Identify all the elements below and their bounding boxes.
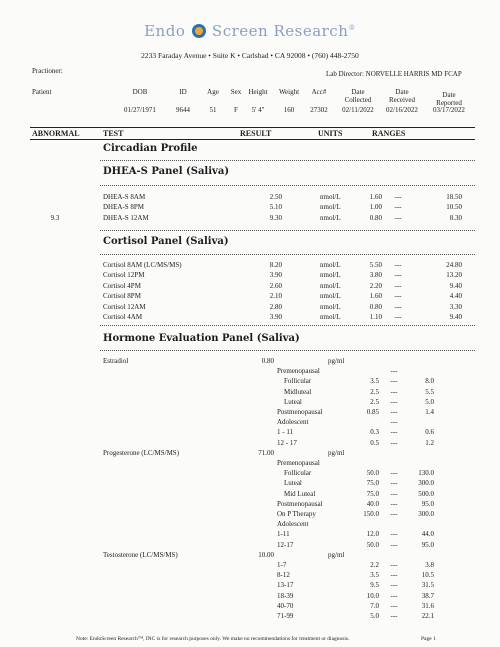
units: nmol/L [320,281,341,290]
table-row [0,510,500,519]
range-low: 1.60 [369,292,382,301]
reference-label: 8-12 [277,571,290,580]
dhea-panel-title: DHEA-S Panel (Saliva) [103,166,230,177]
range-dash: --- [394,193,402,201]
sex-label: Sex [230,88,242,96]
range-dash: --- [390,367,398,376]
range-dash: --- [390,581,398,590]
units: nmol/L [320,313,341,321]
range-high: 300.0 [418,510,434,518]
col-result: RESULT [240,129,272,138]
test-name: Cortisol 12AM [103,302,146,311]
range-low: 75.0 [366,479,379,488]
table-row [0,449,500,458]
range-low: 0.80 [369,213,382,222]
test-name: Estradiol [103,357,129,365]
reference-label: 12-17 [277,540,294,549]
patient-label: Patient [32,88,52,96]
range-dash: --- [390,561,398,569]
table-row [0,541,500,550]
range-dash: --- [390,428,398,437]
table-row [0,479,500,488]
range-low: 0.80 [369,302,382,311]
range-low: 1.60 [369,193,382,201]
col-test: TEST [103,129,124,138]
table-row [0,571,500,580]
units: nmol/L [320,203,341,212]
range-high: 95.0 [421,540,434,549]
range-high: 44.0 [421,530,434,539]
range-low: 3.80 [369,271,382,280]
range-dash: --- [390,377,398,386]
reference-label: Postmenopausal [277,499,323,508]
cortisol-panel-title: Cortisol Panel (Saliva) [103,236,229,247]
reference-label: 1-7 [277,561,287,569]
table-row [0,551,500,560]
range-dash: --- [394,302,402,311]
range-low: 2.20 [369,281,382,290]
range-dash: --- [390,387,398,396]
weight-label: Weight [278,88,300,96]
divider [100,254,475,255]
table-row [0,592,500,601]
age-label: Age [207,88,219,96]
units: nmol/L [320,292,341,301]
result-value: 10.00 [258,550,274,559]
logo-text-right: Screen Research [211,22,349,40]
test-name: Cortisol 8AM (LC/MS/MS) [103,261,182,269]
range-low: 5.0 [370,612,379,620]
range-dash: --- [390,438,398,447]
result-value: 9.30 [269,213,282,222]
table-row [0,398,500,407]
id-value: 9644 [176,106,190,114]
received-label-2: Received [388,96,416,104]
range-dash: --- [390,479,398,488]
logo-text-left: Endo [144,22,186,40]
range-low: 7.0 [370,601,379,610]
range-low: 12.0 [366,530,379,539]
reported-label-2: Reported [436,99,462,107]
table-row [0,408,500,417]
reference-label: Midluteal [284,387,312,396]
test-name: Cortisol 12PM [103,271,145,280]
range-dash: --- [390,489,398,498]
range-low: 3.5 [370,377,379,386]
result-value: 8.20 [269,261,282,269]
reference-label: Adolescent [277,520,309,529]
table-row [0,520,500,529]
acc-label: Acc# [311,88,327,96]
test-name: Cortisol 4PM [103,281,141,290]
units: pg/ml [328,448,345,457]
result-value: 0.80 [261,357,274,365]
circadian-title: Circadian Profile [103,143,198,154]
table-row [0,282,500,291]
range-high: 24.80 [446,261,462,269]
reference-label: 18-39 [277,591,294,600]
table-row [0,530,500,539]
height-value: 5' 4" [251,106,265,114]
reference-label: Luteal [284,397,302,406]
range-dash: --- [394,261,402,269]
range-low: 1.00 [369,203,382,212]
range-dash: --- [390,601,398,610]
range-dash: --- [390,612,398,620]
table-row [0,439,500,448]
range-high: 3.8 [425,561,434,569]
range-low: 150.0 [363,510,379,518]
range-dash: --- [390,540,398,549]
units: nmol/L [320,213,341,222]
result-value: 3.90 [269,271,282,280]
dob-label: DOB [132,88,148,96]
range-low: 0.5 [370,438,379,447]
result-value: 3.90 [269,313,282,321]
table-row [0,612,500,621]
range-dash: --- [390,418,398,427]
table-row [0,602,500,611]
collected-value: 02/11/2022 [342,106,374,114]
test-name: Progesterone (LC/MS/MS) [103,448,180,457]
reference-label: 12 - 17 [277,438,297,447]
reference-label: Adolescent [277,418,309,427]
units: pg/ml [328,357,345,365]
range-high: 95.0 [421,499,434,508]
test-name: DHEA-S 12AM [103,213,149,222]
range-dash: --- [390,571,398,580]
range-high: 22.1 [421,612,434,620]
received-value: 02/16/2022 [386,106,418,114]
lab-director: Lab Director: NORVELLE HARRIS MD FCAP [326,70,462,78]
table-row [0,469,500,478]
range-high: 10.50 [446,203,462,212]
table-row [0,500,500,509]
range-low: 0.3 [370,428,379,437]
test-name: Cortisol 4AM [103,313,143,321]
range-high: 1.2 [425,438,434,447]
range-dash: --- [390,408,398,416]
divider [100,325,475,326]
collected-label-2: Collected [344,96,372,104]
col-units: UNITS [318,129,343,138]
range-dash: --- [390,499,398,508]
result-value: 2.60 [269,281,282,290]
table-row [0,203,500,212]
table-row [0,418,500,427]
range-high: 5.5 [425,387,434,396]
weight-value: 160 [283,106,295,114]
range-high: 5.0 [425,397,434,406]
table-row [0,271,500,280]
range-dash: --- [390,469,398,478]
acc-value: 27302 [310,106,328,114]
table-row [0,428,500,437]
range-dash: --- [390,591,398,600]
reference-label: 40-70 [277,601,294,610]
lab-address: 2233 Faraday Avenue • Suite K • Carlsbad • CA 92008 • (760) 448-2750 [141,51,359,60]
range-dash: --- [394,292,402,301]
reported-label-1: Date [442,91,456,99]
range-high: 1.4 [425,408,434,416]
divider [100,160,475,161]
table-row [0,561,500,570]
table-row [0,313,500,322]
range-low: 9.5 [370,581,379,590]
logo-icon [192,24,206,38]
range-dash: --- [394,203,402,212]
hormone-panel-title: Hormone Evaluation Panel (Saliva) [103,333,300,344]
reference-label: Postmenopausal [277,408,323,416]
range-low: 50.0 [366,469,379,478]
divider [100,230,475,231]
range-high: 3.30 [449,302,462,311]
range-dash: --- [390,530,398,539]
table-row [0,303,500,312]
result-value: 2.10 [269,292,282,301]
range-high: 0.6 [425,428,434,437]
range-low: 3.5 [370,571,379,580]
test-name: Cortisol 8PM [103,292,141,301]
test-name: DHEA-S 8AM [103,193,146,201]
reference-label: Follicular [284,469,312,478]
sex-value: F [234,106,238,114]
header-rule-bottom [30,139,475,140]
range-high: 4.40 [449,292,462,301]
result-value: 5.10 [269,203,282,212]
table-row [0,377,500,386]
practitioner-label: Practioner: [32,67,63,75]
height-label: Height [248,88,268,96]
reported-value: 03/17/2022 [433,106,465,114]
units: nmol/L [320,261,341,269]
range-dash: --- [390,510,398,518]
range-high: 8.30 [449,213,462,222]
col-ranges: RANGES [372,129,406,138]
units: nmol/L [320,193,341,201]
test-name: Testosterone (LC/MS/MS) [103,550,178,559]
footer-note: Note: EndoScreen Research™, INC is for research purposes only. We make no recommendations for treatment or diagnosis. [76,636,350,642]
range-high: 10.5 [421,571,434,580]
col-abnormal: ABNORMAL [32,129,80,138]
range-high: 500.0 [418,489,434,498]
range-high: 31.5 [421,581,434,590]
range-high: 300.0 [418,479,434,488]
table-row [0,490,500,499]
table-row [0,292,500,301]
result-value: 2.80 [269,302,282,311]
table-row [0,459,500,468]
range-high: 38.7 [421,591,434,600]
range-dash: --- [394,313,402,321]
range-high: 130.0 [418,469,434,478]
units: nmol/L [320,271,341,280]
table-row [0,388,500,397]
range-high: 9.40 [449,281,462,290]
registered-mark: ® [348,24,356,32]
table-row [0,261,500,270]
units: pg/ml [328,550,345,559]
dob-value: 01/27/1971 [124,106,156,114]
range-dash: --- [390,397,398,406]
range-high: 9.40 [449,313,462,321]
range-low: 40.0 [366,499,379,508]
reference-label: Luteal [284,479,302,488]
age-value: 51 [209,106,217,114]
reference-label: Follicular [284,377,312,386]
table-row [0,193,500,202]
reference-label: On P Therapy [277,510,316,518]
units: nmol/L [320,302,341,311]
range-dash: --- [394,271,402,280]
table-row [0,357,500,366]
page-number: Page 1 [421,636,436,642]
reference-label: 71-99 [277,612,294,620]
received-label-1: Date [395,88,409,96]
collected-label-1: Date [351,88,365,96]
range-low: 1.10 [369,313,382,321]
range-high: 8.0 [425,377,434,386]
table-row [0,214,500,223]
result-value: 71.00 [258,448,274,457]
range-low: 5.50 [369,261,382,269]
range-low: 2.5 [370,387,379,396]
reference-label: Premenopausal [277,367,320,376]
divider [100,350,475,351]
reference-label: 1-11 [277,530,290,539]
reference-label: 13-17 [277,581,294,590]
range-high: 18.50 [446,193,462,201]
table-row [0,367,500,376]
reference-label: Mid Luteal [284,489,316,498]
range-low: 50.0 [366,540,379,549]
table-row [0,581,500,590]
abnormal-flag: 9.3 [50,213,60,222]
test-name: DHEA-S 8PM [103,203,145,212]
range-low: 2.5 [370,397,379,406]
result-value: 2.50 [269,193,282,201]
range-high: 13.20 [446,271,462,280]
range-dash: --- [394,213,402,222]
range-low: 0.85 [366,408,379,416]
lab-logo [0,22,500,40]
range-high: 31.6 [421,601,434,610]
reference-label: Premenopausal [277,459,320,467]
range-low: 2.2 [370,561,379,569]
range-low: 10.0 [366,591,379,600]
reference-label: 1 - 11 [277,428,294,437]
divider [100,185,475,186]
id-label: ID [179,88,187,96]
header-rule-top [30,127,475,128]
range-dash: --- [394,281,402,290]
range-low: 75.0 [366,489,379,498]
